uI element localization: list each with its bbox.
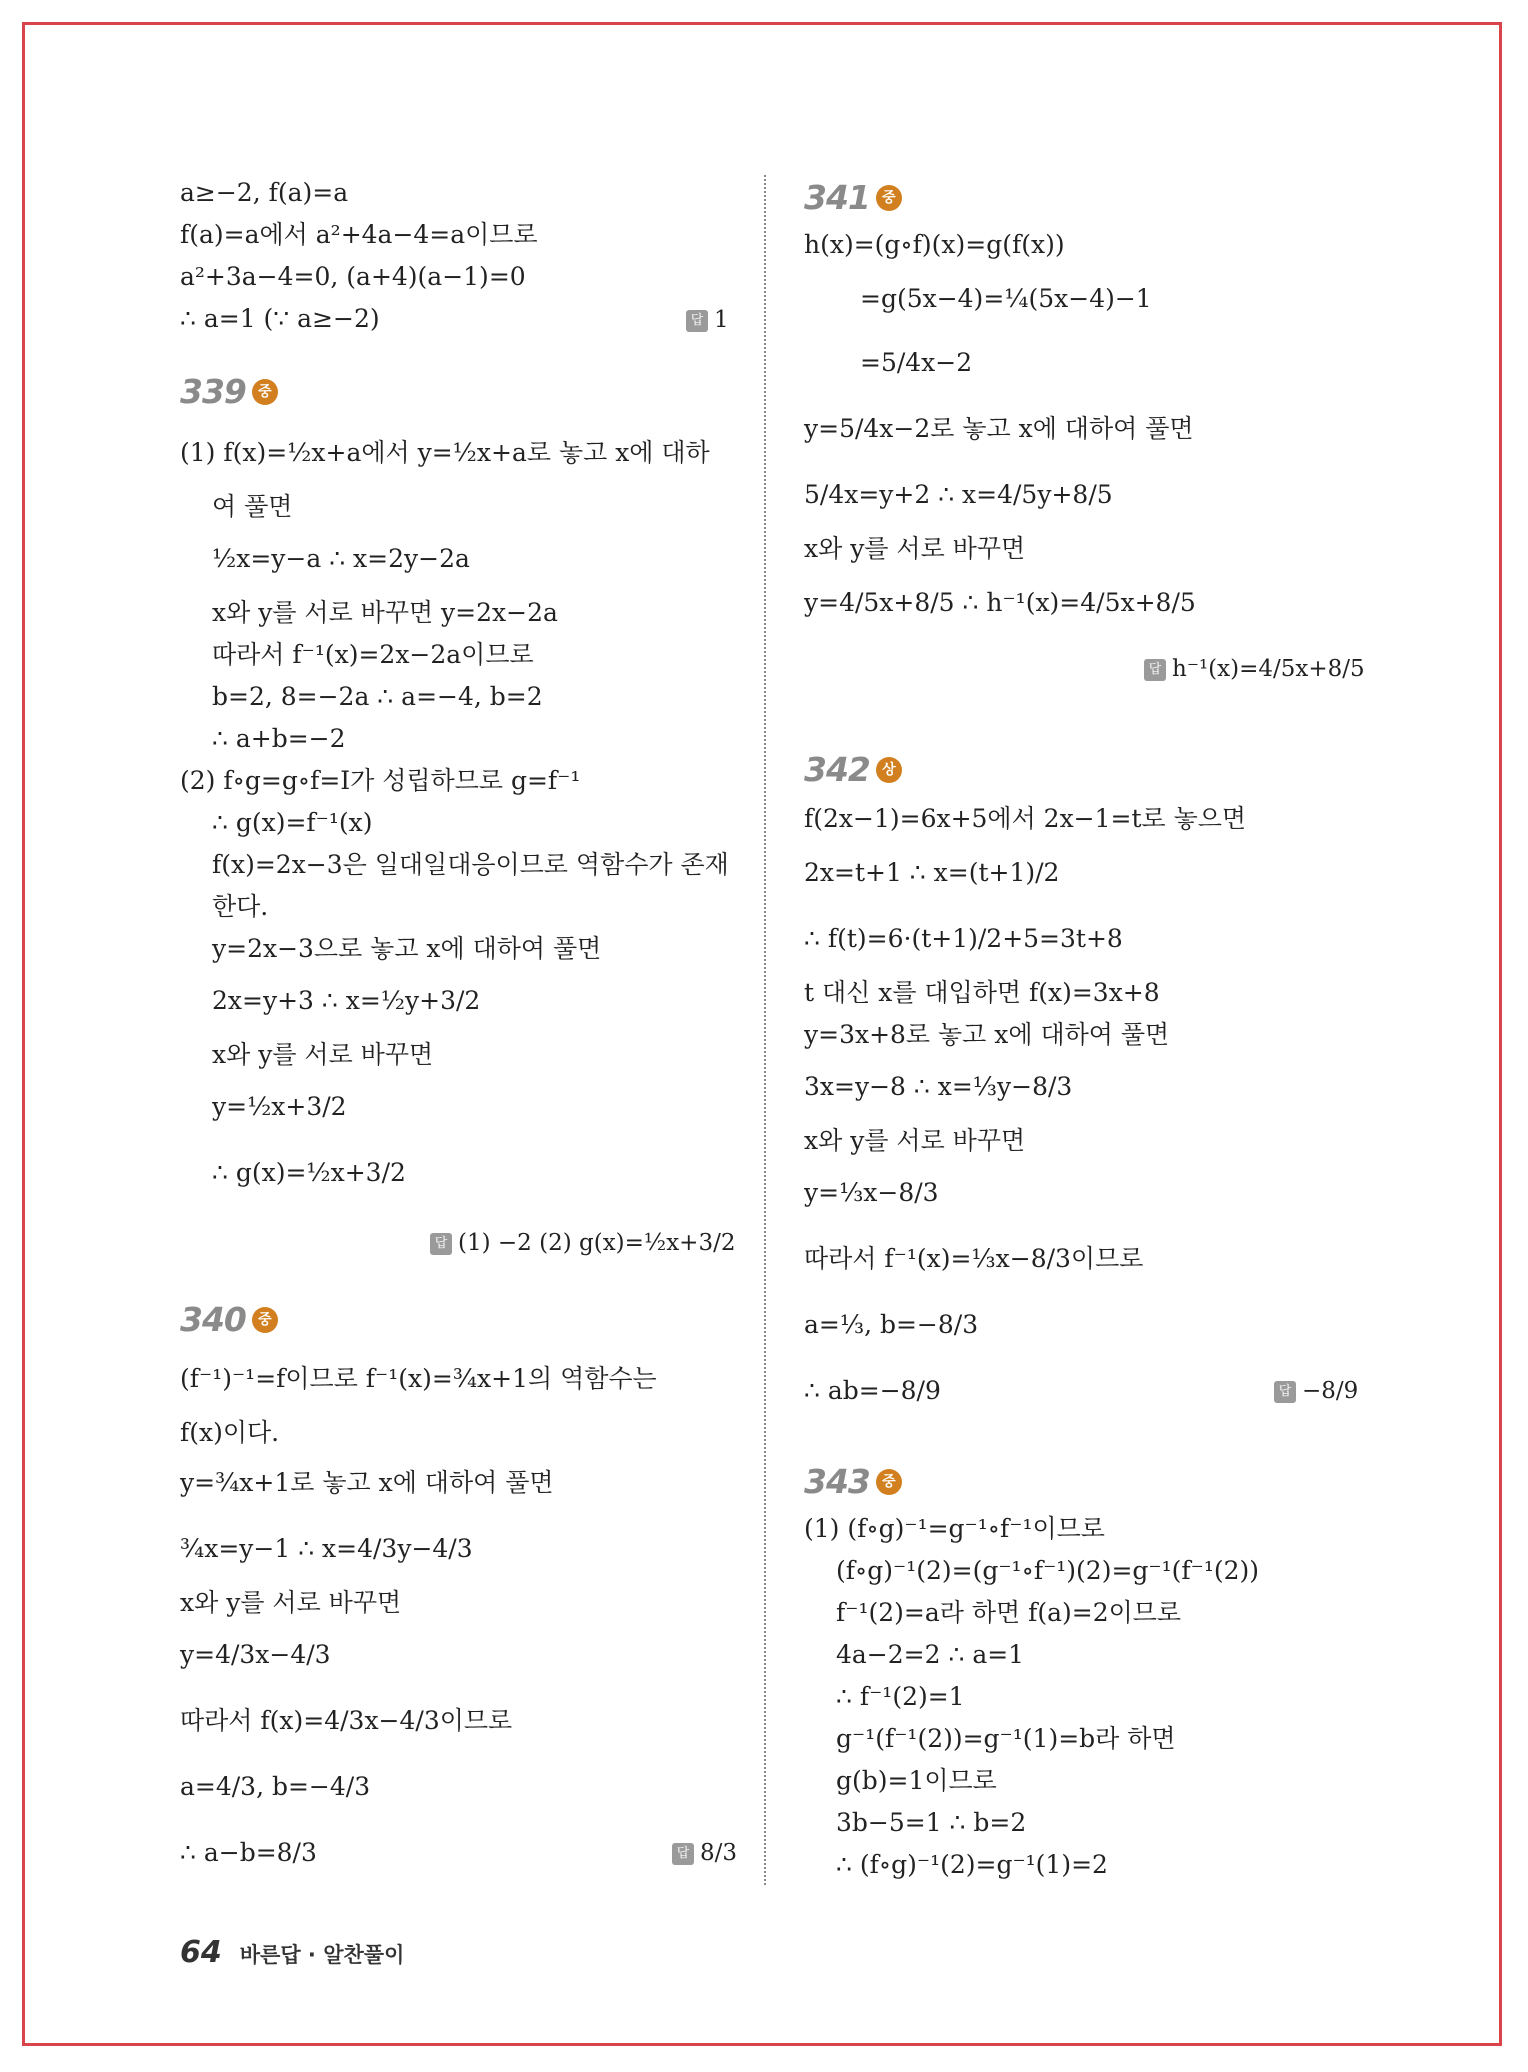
problem-header-340 (180, 1300, 278, 1339)
answer-line (1274, 1376, 1358, 1406)
text-line: ∴ (f∘g)⁻¹(2)=g⁻¹(1)=2 (836, 1850, 1108, 1879)
difficulty-badge: 중 (252, 379, 278, 405)
problem-number: 339 (180, 372, 246, 411)
text-line: a=⅓, b=−8/3 (804, 1310, 979, 1339)
text-line: x와 y를 서로 바꾸면 (804, 534, 1026, 563)
difficulty-badge: 중 (252, 1307, 278, 1333)
text-line: ∴ ab=−8/9 (804, 1376, 941, 1405)
text-line: (2) f∘g=g∘f=I가 성립하므로 g=f⁻¹ (180, 766, 581, 795)
difficulty-badge: 중 (876, 1469, 902, 1495)
text-line: b=2, 8=−2a ∴ a=−4, b=2 (212, 682, 543, 711)
text-line: a=4/3, b=−4/3 (180, 1772, 371, 1801)
text-line: y=4/5x+8/5 ∴ h⁻¹(x)=4/5x+8/5 (804, 588, 1196, 617)
text-line: (1) (f∘g)⁻¹=g⁻¹∘f⁻¹이므로 (804, 1514, 1105, 1543)
answer-line (430, 1228, 735, 1258)
text-line: 여 풀면 (212, 492, 293, 521)
difficulty-badge: 중 (876, 185, 902, 211)
text-line: (f∘g)⁻¹(2)=(g⁻¹∘f⁻¹)(2)=g⁻¹(f⁻¹(2)) (836, 1556, 1260, 1585)
text-line: x와 y를 서로 바꾸면 (804, 1126, 1026, 1155)
page-number: 64 (180, 1935, 222, 1970)
text-line: a≥−2, f(a)=a (180, 178, 349, 207)
text-line: x와 y를 서로 바꾸면 (180, 1588, 402, 1617)
text-line: ∴ g(x)=f⁻¹(x) (212, 808, 373, 837)
text-line: 한다. (212, 892, 269, 921)
text-line: f(x)이다. (180, 1418, 280, 1447)
text-line: 5/4x=y+2 ∴ x=4/5y+8/5 (804, 480, 1113, 509)
text-line: y=¾x+1로 놓고 x에 대하여 풀면 (180, 1468, 554, 1497)
text-line: 따라서 f⁻¹(x)=⅓x−8/3이므로 (804, 1244, 1144, 1273)
answer-badge: 답 (1274, 1381, 1296, 1403)
problem-number: 341 (804, 178, 870, 217)
problem-number: 342 (804, 750, 870, 789)
answer-line (672, 1838, 737, 1868)
answer-badge: 답 (430, 1233, 452, 1255)
answer-badge: 답 (1144, 659, 1166, 681)
problem-number: 343 (804, 1462, 870, 1501)
text-line: 2x=t+1 ∴ x=(t+1)/2 (804, 858, 1060, 887)
text-line: y=½x+3/2 (212, 1092, 347, 1121)
text-line: ¾x=y−1 ∴ x=4/3y−4/3 (180, 1534, 473, 1563)
text-line: y=3x+8로 놓고 x에 대하여 풀면 (804, 1020, 1170, 1049)
text-line: ∴ f⁻¹(2)=1 (836, 1682, 965, 1711)
text-line: h(x)=(g∘f)(x)=g(f(x)) (804, 230, 1065, 259)
answer-line (1144, 654, 1365, 684)
answer-badge: 답 (686, 310, 708, 332)
text-line: 2x=y+3 ∴ x=½y+3/2 (212, 986, 481, 1015)
text-line: 3x=y−8 ∴ x=⅓y−8/3 (804, 1072, 1073, 1101)
difficulty-badge: 상 (876, 757, 902, 783)
text-line: ∴ a=1 (∵ a≥−2) (180, 304, 380, 333)
answer-text: 8/3 (700, 1840, 738, 1866)
answer-text: 1 (714, 307, 729, 333)
problem-header-343 (804, 1462, 902, 1501)
text-line: =5/4x−2 (860, 348, 973, 377)
text-line: f(x)=2x−3은 일대일대응이므로 역함수가 존재 (212, 850, 729, 879)
answer-badge: 답 (672, 1843, 694, 1865)
text-line: t 대신 x를 대입하면 f(x)=3x+8 (804, 978, 1160, 1007)
text-line: ∴ a−b=8/3 (180, 1838, 317, 1867)
text-line: 4a−2=2 ∴ a=1 (836, 1640, 1025, 1669)
problem-number: 340 (180, 1300, 246, 1339)
problem-header-341 (804, 178, 902, 217)
text-line: 따라서 f⁻¹(x)=2x−2a이므로 (212, 640, 534, 669)
text-line: g(b)=1이므로 (836, 1766, 997, 1795)
text-line: y=4/3x−4/3 (180, 1640, 331, 1669)
answer-text: h⁻¹(x)=4/5x+8/5 (1172, 656, 1365, 682)
answer-text: (1) −2 (2) g(x)=½x+3/2 (458, 1230, 736, 1256)
text-line: f(a)=a에서 a²+4a−4=a이므로 (180, 220, 538, 249)
text-line: g⁻¹(f⁻¹(2))=g⁻¹(1)=b라 하면 (836, 1724, 1176, 1753)
text-line: 따라서 f(x)=4/3x−4/3이므로 (180, 1706, 513, 1735)
text-line: ∴ g(x)=½x+3/2 (212, 1158, 406, 1187)
text-line: x와 y를 서로 바꾸면 (212, 1040, 434, 1069)
text-line: y=2x−3으로 놓고 x에 대하여 풀면 (212, 934, 602, 963)
page-footer (180, 1935, 404, 1970)
text-line: f⁻¹(2)=a라 하면 f(a)=2이므로 (836, 1598, 1182, 1627)
text-line: =g(5x−4)=¼(5x−4)−1 (860, 284, 1152, 313)
text-line: (1) f(x)=½x+a에서 y=½x+a로 놓고 x에 대하 (180, 438, 710, 467)
book-title: 바른답 · 알찬풀이 (239, 1943, 405, 1967)
text-line: x와 y를 서로 바꾸면 y=2x−2a (212, 598, 558, 627)
text-line: ∴ a+b=−2 (212, 724, 346, 753)
text-line: y=5/4x−2로 놓고 x에 대하여 풀면 (804, 414, 1194, 443)
text-line: a²+3a−4=0, (a+4)(a−1)=0 (180, 262, 526, 291)
text-line: f(2x−1)=6x+5에서 2x−1=t로 놓으면 (804, 804, 1247, 833)
text-line: ½x=y−a ∴ x=2y−2a (212, 544, 470, 573)
text-line: y=⅓x−8/3 (804, 1178, 939, 1207)
problem-header-339 (180, 372, 278, 411)
text-line: (f⁻¹)⁻¹=f이므로 f⁻¹(x)=¾x+1의 역함수는 (180, 1364, 657, 1393)
text-line: 3b−5=1 ∴ b=2 (836, 1808, 1027, 1837)
answer-line (686, 305, 729, 335)
problem-header-342 (804, 750, 902, 789)
column-divider (764, 175, 766, 1885)
text-line: ∴ f(t)=6·(t+1)/2+5=3t+8 (804, 924, 1123, 953)
answer-text: −8/9 (1302, 1378, 1359, 1404)
